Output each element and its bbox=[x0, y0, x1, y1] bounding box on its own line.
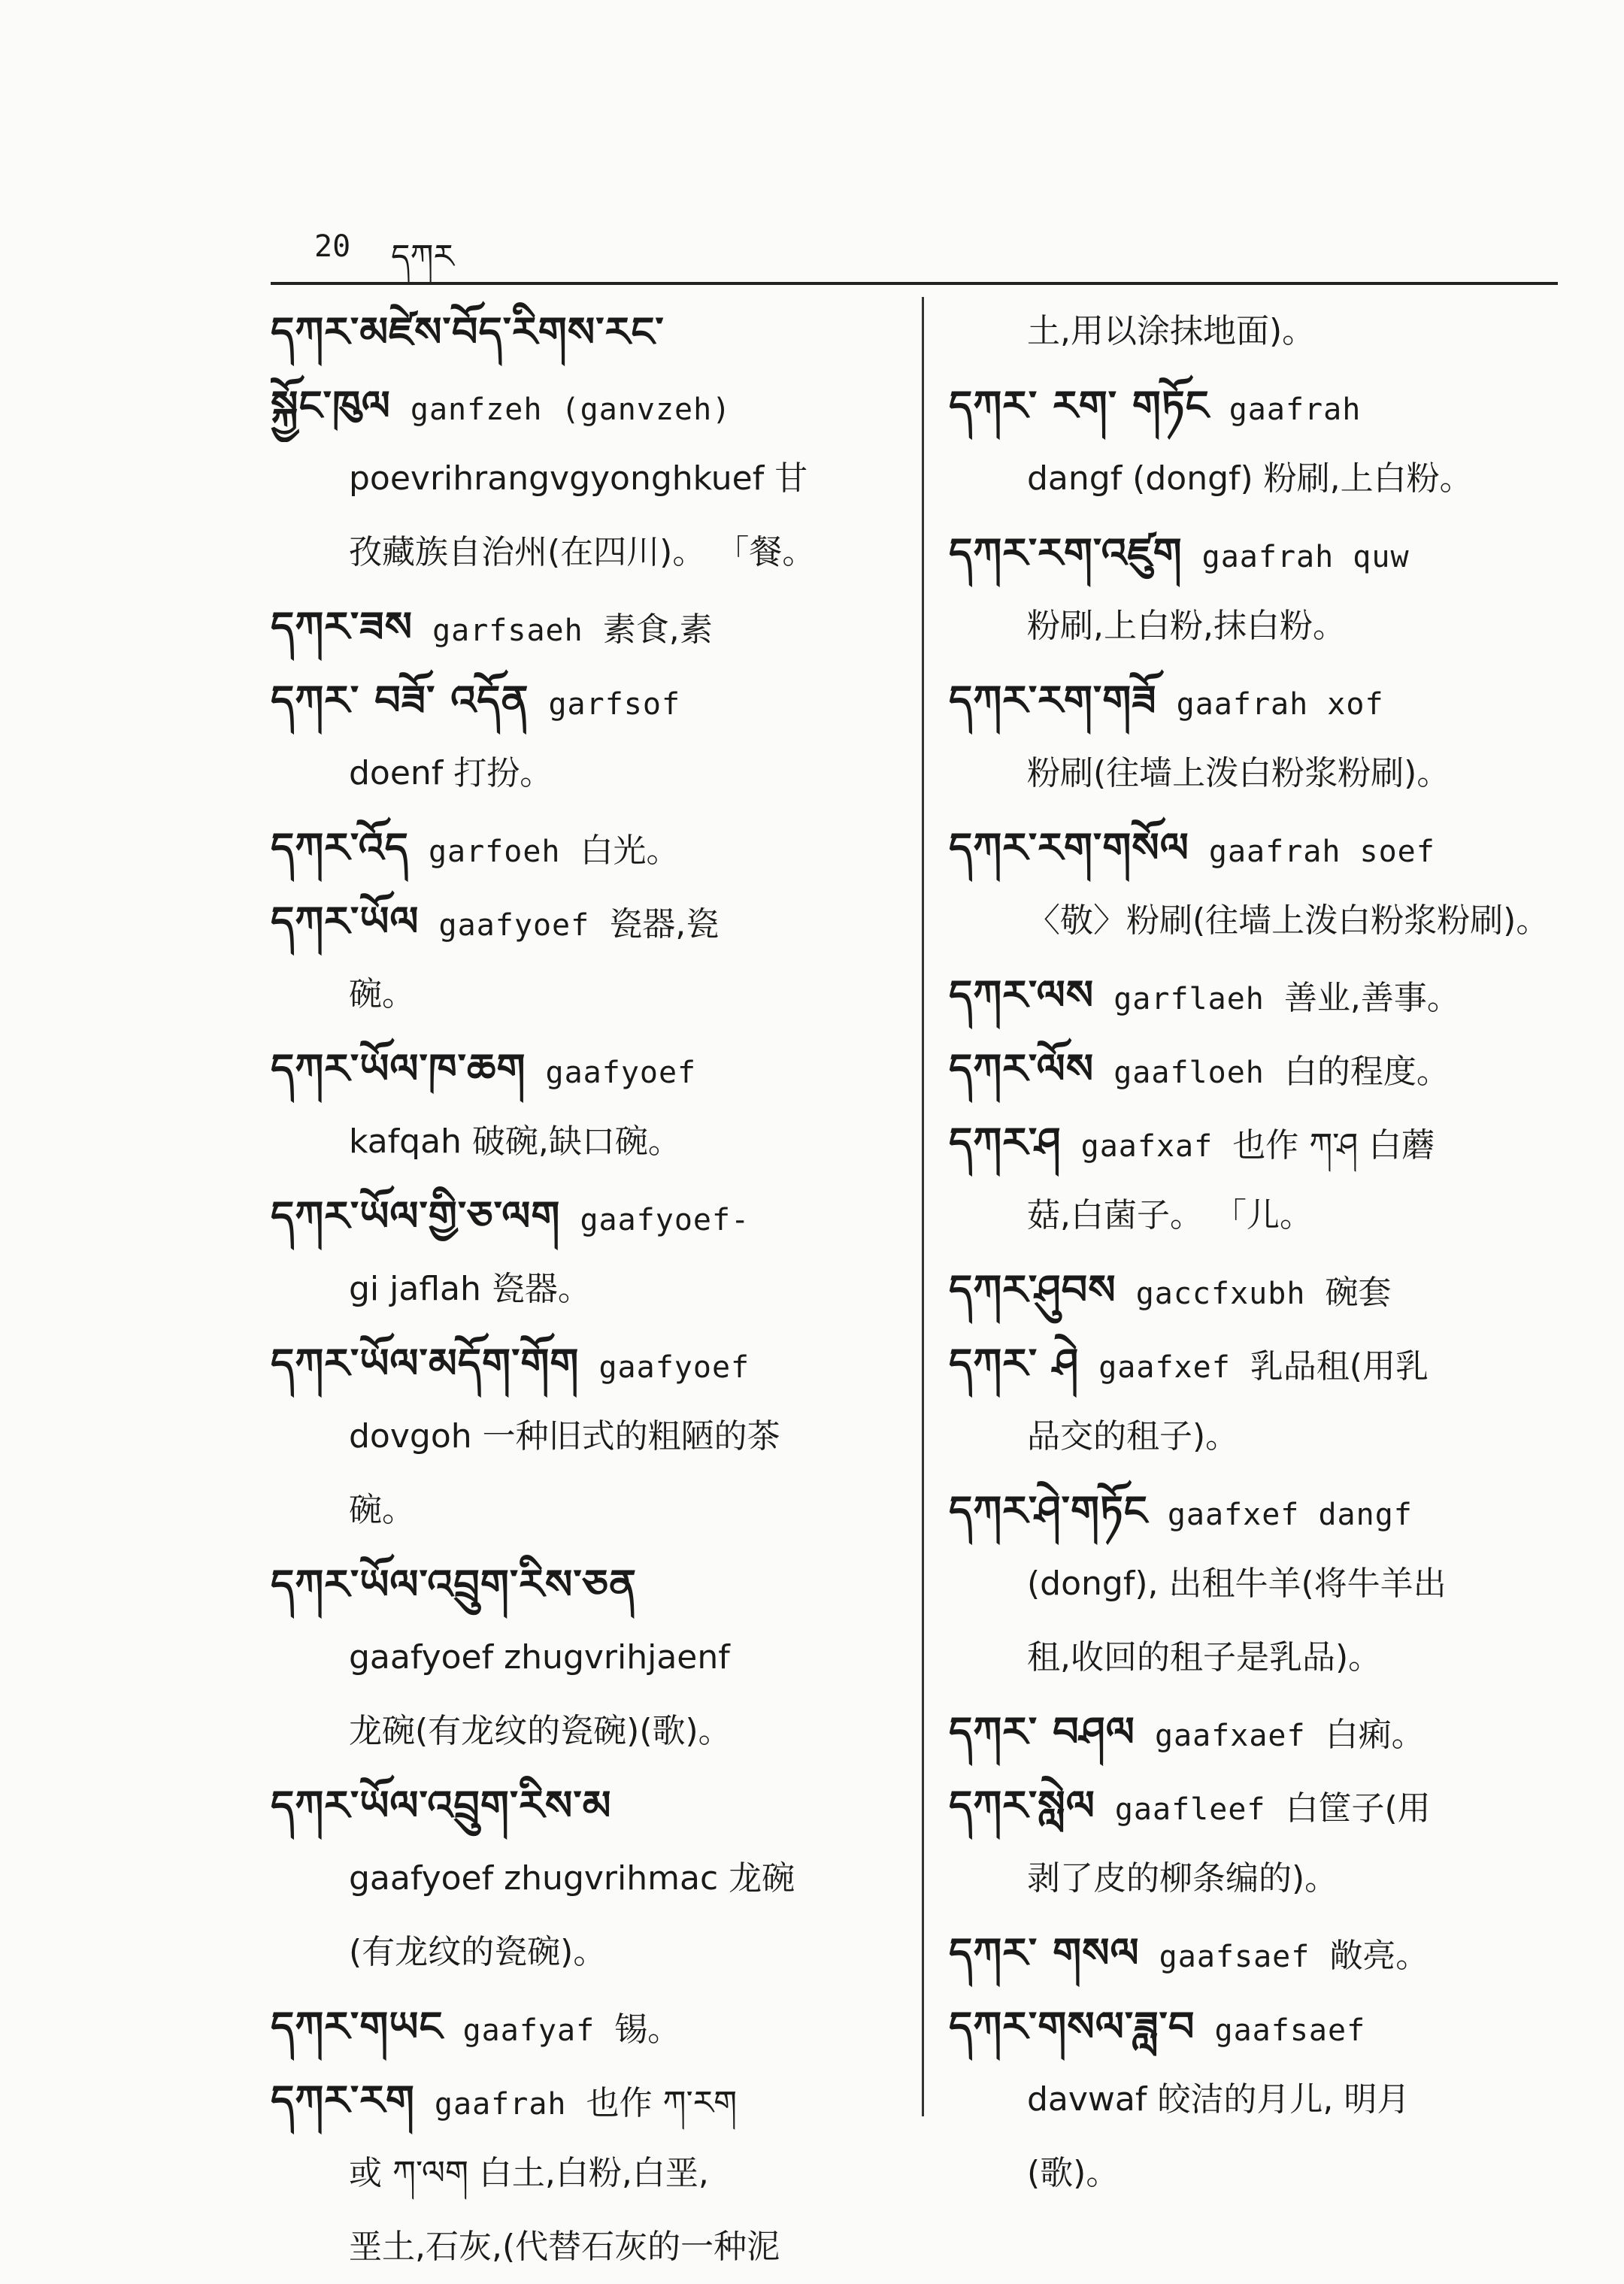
definition: 素食,素 bbox=[602, 610, 713, 649]
dictionary-entry bbox=[949, 810, 1562, 958]
dictionary-entry bbox=[949, 1031, 1562, 1105]
romanization: gaafleef bbox=[1114, 1792, 1266, 1827]
tibetan-headword: དཀར་ ཤེ bbox=[949, 1339, 1080, 1387]
dictionary-entry bbox=[949, 1474, 1562, 1695]
entry-continuation: poevrihrangvgyonghkuef 甘 bbox=[349, 459, 808, 498]
dictionary-entry bbox=[271, 810, 895, 884]
romanization: gaafyoef bbox=[438, 908, 590, 943]
definition: 碗套 bbox=[1325, 1274, 1392, 1312]
dictionary-entry bbox=[271, 295, 895, 368]
romanization: gaafxef bbox=[1098, 1350, 1231, 1385]
romanization: gaafrah soef bbox=[1208, 835, 1435, 869]
dictionary-entry bbox=[271, 1326, 895, 1547]
dictionary-entry bbox=[271, 1989, 895, 2063]
entry-continuation: 租,收回的租子是乳品)。 bbox=[1027, 1638, 1382, 1677]
tibetan-headword: དཀར་ བཟོ་ འདོན bbox=[271, 676, 529, 724]
dictionary-entry bbox=[949, 1768, 1562, 1916]
romanization: garfsaeh bbox=[432, 613, 583, 648]
entry-continuation: (dongf), 出租牛羊(将牛羊出 bbox=[1027, 1565, 1447, 1603]
tibetan-headword: དཀར་ཡོལ་འབྲུག་རིས་མ bbox=[271, 1781, 612, 1829]
romanization: gaafxef dangf bbox=[1167, 1498, 1413, 1532]
romanization: garfoeh bbox=[428, 835, 561, 869]
definition: 锡。 bbox=[614, 2010, 681, 2049]
dictionary-entry bbox=[949, 1695, 1562, 1768]
entry-continuation: 剥了皮的柳条编的)。 bbox=[1027, 1859, 1338, 1898]
entry-continuation: 〈敬〉粉刷(往墙上泼白粉浆粉刷)。 bbox=[1027, 901, 1550, 940]
entry-headline bbox=[949, 516, 1562, 589]
romanization: gaccfxubh bbox=[1135, 1277, 1306, 1311]
entry-headline bbox=[949, 368, 1562, 442]
tibetan-headword: དཀར་རག་གཟོ bbox=[949, 676, 1157, 724]
definition: 白光。 bbox=[580, 832, 680, 870]
entry-headline bbox=[271, 589, 895, 663]
entry-continuation: gaafyoef zhugvrihjaenf bbox=[349, 1638, 730, 1677]
entry-headline bbox=[949, 810, 1562, 884]
entry-continuation: kafqah 破碗,缺口碗。 bbox=[349, 1122, 681, 1161]
definition: 白痢。 bbox=[1325, 1716, 1425, 1754]
tibetan-headword: དཀར་རག་གསོལ bbox=[949, 823, 1189, 871]
tibetan-headword: དཀར་གསལ་ཟླ་བ bbox=[949, 2002, 1195, 2050]
romanization: garflaeh bbox=[1113, 982, 1265, 1016]
entry-headline bbox=[949, 1326, 1562, 1400]
entry-continuation: 或 ཀ་ལག 白土,白粉,白垩, bbox=[349, 2154, 709, 2192]
entry-continuation: 品交的租子)。 bbox=[1027, 1417, 1239, 1456]
entry-headline bbox=[271, 1326, 895, 1400]
dictionary-entry bbox=[271, 1179, 895, 1326]
entry-continuation: 垩土,石灰,(代替石灰的一种泥 bbox=[349, 2228, 780, 2266]
page-number: 20 bbox=[314, 229, 351, 264]
dictionary-entry bbox=[271, 663, 895, 810]
entry-headline bbox=[949, 1989, 1562, 2063]
definition: 也作 ཀ་རག bbox=[586, 2084, 738, 2122]
tibetan-headword: དཀར་ཟས bbox=[271, 602, 414, 650]
dictionary-entry bbox=[949, 1916, 1562, 1989]
dictionary-entry bbox=[949, 516, 1562, 663]
entry-headline bbox=[271, 1547, 895, 1621]
tibetan-headword: དཀར་ རག་ གཏོང bbox=[949, 381, 1210, 429]
entry-headline bbox=[949, 1916, 1562, 1989]
romanization: garfsof bbox=[548, 687, 681, 722]
dictionary-entry bbox=[271, 1768, 895, 1989]
dictionary-entry bbox=[949, 958, 1562, 1031]
tibetan-headword: སྐྱོང་ཁུལ bbox=[271, 381, 391, 429]
dictionary-entry bbox=[949, 1989, 1562, 2210]
dictionary-entry bbox=[949, 368, 1562, 516]
romanization: gaafrah xof bbox=[1176, 687, 1384, 722]
tibetan-headword: དཀར་ལས bbox=[949, 971, 1095, 1019]
entry-headline bbox=[949, 1031, 1562, 1105]
romanization: gaafyoef- bbox=[580, 1203, 750, 1237]
tibetan-headword: དཀར་རག bbox=[271, 2076, 415, 2124]
romanization: gaafrah bbox=[1229, 392, 1362, 427]
romanization: gaafsaef bbox=[1214, 2013, 1366, 2048]
entry-continuation: 粉刷(往墙上泼白粉浆粉刷)。 bbox=[1027, 754, 1450, 792]
definition: 善业,善事。 bbox=[1283, 979, 1460, 1017]
left-column bbox=[271, 295, 895, 2284]
entry-continuation: gi jaflah 瓷器。 bbox=[349, 1270, 591, 1308]
dictionary-entry bbox=[271, 589, 895, 663]
entry-continuation: dovgoh 一种旧式的粗陋的茶 bbox=[349, 1417, 780, 1456]
tibetan-headword: དཀར་ཡོལ་གྱི་ཅ་ལག bbox=[271, 1192, 561, 1240]
entry-headline bbox=[271, 2063, 895, 2137]
tibetan-headword: དཀར་ཡོལ་མདོག་གོག bbox=[271, 1339, 580, 1387]
tibetan-headword: དཀར་ཡོལ་འབྲུག་རིས་ཅན bbox=[271, 1560, 638, 1608]
dictionary-entry bbox=[949, 1253, 1562, 1326]
romanization: gaafyoef bbox=[598, 1350, 750, 1385]
tibetan-headword: དཀར་རག་འཛུག bbox=[949, 529, 1183, 577]
tibetan-headword: དཀར་ཤུབས bbox=[949, 1265, 1116, 1313]
dictionary-entry bbox=[949, 663, 1562, 810]
entry-headline bbox=[271, 1031, 895, 1105]
entry-headline bbox=[949, 958, 1562, 1031]
entry-headline bbox=[949, 1695, 1562, 1768]
tibetan-headword: དཀར་ཤ bbox=[949, 1118, 1062, 1166]
entry-headline bbox=[949, 663, 1562, 737]
entry-continuation: 碗。 bbox=[349, 1491, 415, 1529]
entry-headline bbox=[271, 810, 895, 884]
entry-headline bbox=[949, 1768, 1562, 1842]
romanization: ganfzeh (ganvzeh) bbox=[410, 392, 732, 427]
section-heading: དཀར bbox=[391, 238, 454, 276]
entry-headline bbox=[949, 1474, 1562, 1547]
entry-headline bbox=[271, 1989, 895, 2063]
entry-continuation: (有龙纹的瓷碗)。 bbox=[349, 1933, 607, 1971]
entry-headline bbox=[271, 295, 895, 368]
entry-continuation: 碗。 bbox=[349, 975, 415, 1013]
entry-continuation: davwaf 皎洁的月儿, 明月 bbox=[1027, 2080, 1410, 2119]
entry-continuation: dangf (dongf) 粉刷,上白粉。 bbox=[1027, 459, 1473, 498]
column-divider bbox=[922, 297, 924, 2116]
romanization: gaafxaef bbox=[1154, 1719, 1306, 1753]
entry-headline bbox=[949, 1105, 1562, 1179]
entry-headline bbox=[271, 663, 895, 737]
entry-headline bbox=[271, 1179, 895, 1253]
entry-continuation: 孜藏族自治州(在四川)。 「餐。 bbox=[349, 533, 816, 571]
definition: 白筐子(用 bbox=[1285, 1789, 1431, 1828]
romanization: gaafyoef bbox=[545, 1056, 697, 1090]
entry-continuation: 菇,白菌子。 「儿。 bbox=[1027, 1196, 1313, 1234]
dictionary-entry bbox=[271, 1031, 895, 1179]
entry-headline bbox=[271, 368, 895, 442]
entry-headline bbox=[271, 1768, 895, 1842]
romanization: gaafyaf bbox=[462, 2013, 595, 2048]
romanization: gaafloeh bbox=[1113, 1056, 1265, 1090]
definition: 瓷器,瓷 bbox=[609, 905, 720, 944]
right-column bbox=[949, 295, 1562, 2210]
romanization: gaafrah quw bbox=[1201, 540, 1410, 574]
entry-continuation: 土,用以涂抹地面)。 bbox=[1027, 312, 1316, 350]
dictionary-entry bbox=[949, 1105, 1562, 1253]
tibetan-headword: དཀར་ཡོལ་ཁ་ཆག bbox=[271, 1044, 526, 1092]
tibetan-headword: དཀར་ལོས bbox=[949, 1044, 1095, 1092]
tibetan-headword: དཀར་གཡང bbox=[271, 2002, 444, 2050]
tibetan-headword: དཀར་མཛེས་བོད་རིགས་རང་ bbox=[271, 307, 665, 356]
tibetan-headword: དཀར་འོད bbox=[271, 823, 409, 871]
dictionary-entry bbox=[271, 368, 895, 589]
romanization: gaafxaf bbox=[1080, 1129, 1213, 1164]
entry-continuation: gaafyoef zhugvrihmac 龙碗 bbox=[349, 1859, 795, 1898]
tibetan-headword: དཀར་ཤེ་གཏོང bbox=[949, 1486, 1148, 1534]
romanization: gaafrah bbox=[434, 2087, 567, 2122]
header-rule bbox=[271, 282, 1558, 285]
dictionary-entry bbox=[271, 884, 895, 1031]
dictionary-entry bbox=[271, 1547, 895, 1768]
entry-continuation: doenf 打扮。 bbox=[349, 754, 553, 792]
definition: 也作 ཀ་ཤ 白蘑 bbox=[1232, 1126, 1435, 1165]
dictionary-entry bbox=[949, 1326, 1562, 1474]
definition: 乳品租(用乳 bbox=[1250, 1347, 1429, 1386]
tibetan-headword: དཀར་ གསལ bbox=[949, 1928, 1140, 1977]
definition: 敞亮。 bbox=[1329, 1937, 1429, 1975]
entry-headline bbox=[949, 1253, 1562, 1326]
entry-headline bbox=[271, 884, 895, 958]
dictionary-entry bbox=[949, 295, 1562, 368]
tibetan-headword: དཀར་ བཤལ bbox=[949, 1707, 1135, 1755]
tibetan-headword: དཀར་སླེལ bbox=[949, 1781, 1095, 1829]
entry-continuation: (歌)。 bbox=[1027, 2154, 1120, 2192]
definition: 白的程度。 bbox=[1283, 1053, 1450, 1091]
entry-continuation: 粉刷,上白粉,抹白粉。 bbox=[1027, 607, 1346, 645]
romanization: gaafsaef bbox=[1159, 1940, 1310, 1974]
dictionary-entry bbox=[271, 2063, 895, 2284]
entry-continuation: 龙碗(有龙纹的瓷碗)(歌)。 bbox=[349, 1712, 732, 1750]
tibetan-headword: དཀར་ཡོལ bbox=[271, 897, 420, 945]
